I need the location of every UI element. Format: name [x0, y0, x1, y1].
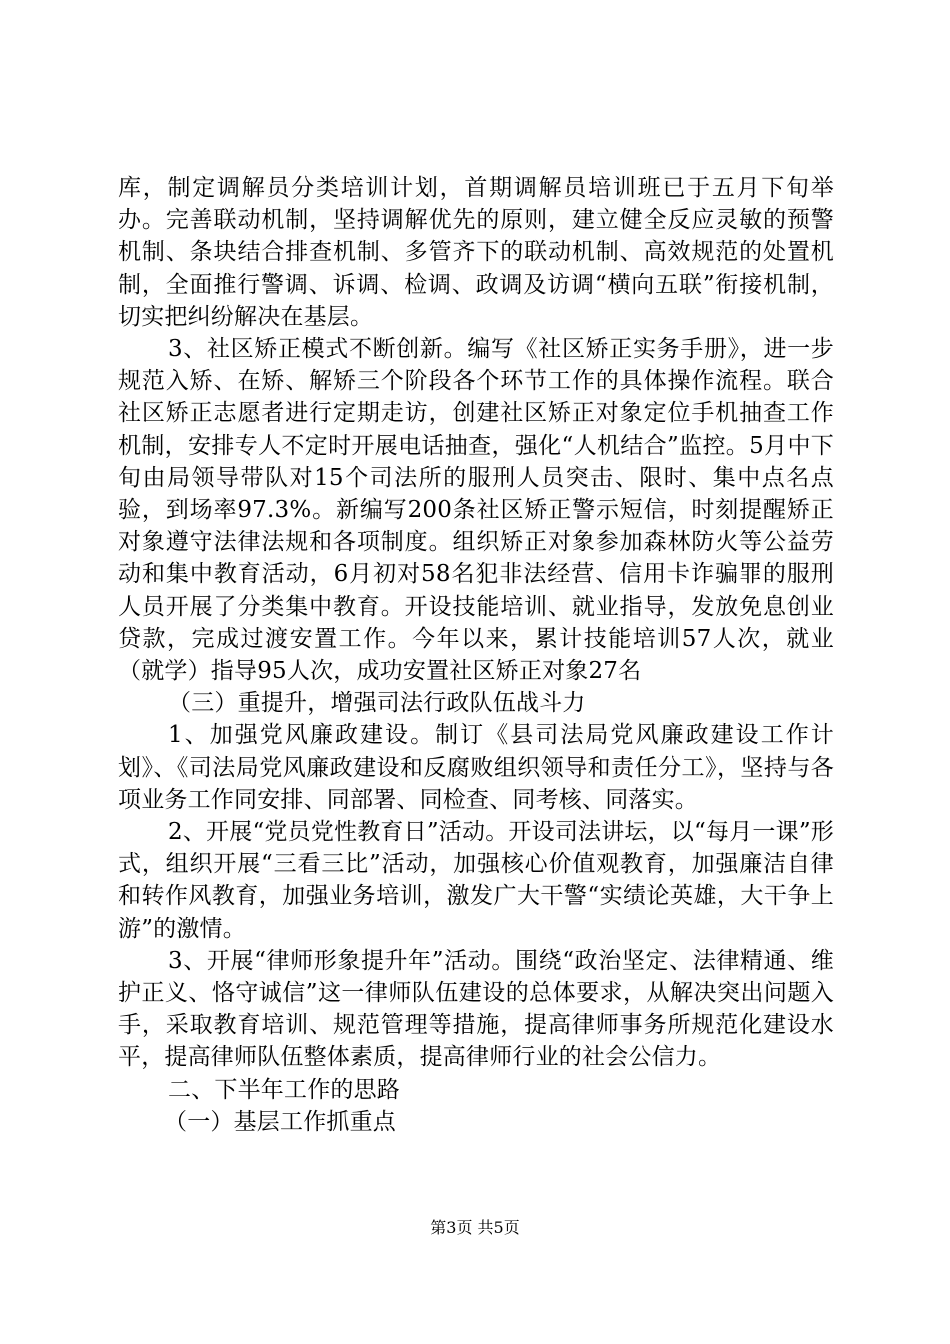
section-heading-second-half: 二、下半年工作的思路 — [168, 1076, 400, 1103]
document-body — [118, 172, 834, 1138]
subsection-heading-grassroots: （一）基层工作抓重点 — [164, 1108, 396, 1135]
section-heading-team-building: （三）重提升，增强司法行政队伍战斗力 — [168, 690, 586, 717]
page-footer — [0, 1218, 950, 1238]
paragraph-mediation-continuation: 库，制定调解员分类培训计划，首期调解员培训班已于五月下旬举办。完善联动机制，坚持调解优先的原则，建立健全反应灵敏的预警机制、条块结合排查机制、多管齐下的联动机制、高效规范的处置机制，全面推行警调、诉调、检调、政调及访调“横向五联”衔接机制，切实把纠纷解决在基层。 — [118, 175, 834, 330]
paragraph-lawyer-image: 3、开展“律师形象提升年”活动。围绕“政治坚定、法律精通、维护正义、恪守诚信”这一律师队伍建设的总体要求，从解决突出问题入手，采取教育培训、规范管理等措施，提高律师事务所规范化建设水平，提高律师队伍整体素质，提高律师行业的社会公信力。 — [118, 947, 834, 1071]
page-total: 共5页 — [477, 1218, 520, 1237]
paragraph-party-education-day: 2、开展“党员党性教育日”活动。开设司法讲坛，以“每月一课”形式，组织开展“三看三比”活动，加强核心价值观教育，加强廉洁自律和转作风教育，加强业务培训，激发广大干警“实绩论英雄，大干争上游”的激情。 — [118, 819, 834, 942]
paragraph-party-conduct: 1、加强党风廉政建设。制订《县司法局党风廉政建设工作计划》、《司法局党风廉政建设和反腐败组织领导和责任分工》，坚持与各项业务工作同安排、同部署、同检查、同考核、同落实。 — [118, 722, 834, 813]
paragraph-community-correction: 3、社区矫正模式不断创新。编写《社区矫正实务手册》，进一步规范入矫、在矫、解矫三个阶段各个环节工作的具体操作流程。联合社区矫正志愿者进行定期走访，创建社区矫正对象定位手机抽查工作机制，安排专人不定时开展电话抽查，强化“人机结合”监控。5月中下旬由局领导带队对15个司法所的服刑人员突击、限时、集中点名点验，到场率97.3%。新编写200条社区矫正警示短信，时刻提醒矫正对象遵守法律法规和各项制度。组织矫正对象参加森林防火等公益劳动和集中教育活动，6月初对58名犯非法经营、信用卡诈骗罪的服刑人员开展了分类集中教育。开设技能培训、就业指导，发放免息创业贷款，完成过渡安置工作。今年以来，累计技能培训57人次，就业（就学）指导95人次，成功安置社区矫正对象27名 — [118, 336, 834, 685]
page-number: 第3页 — [430, 1218, 473, 1237]
